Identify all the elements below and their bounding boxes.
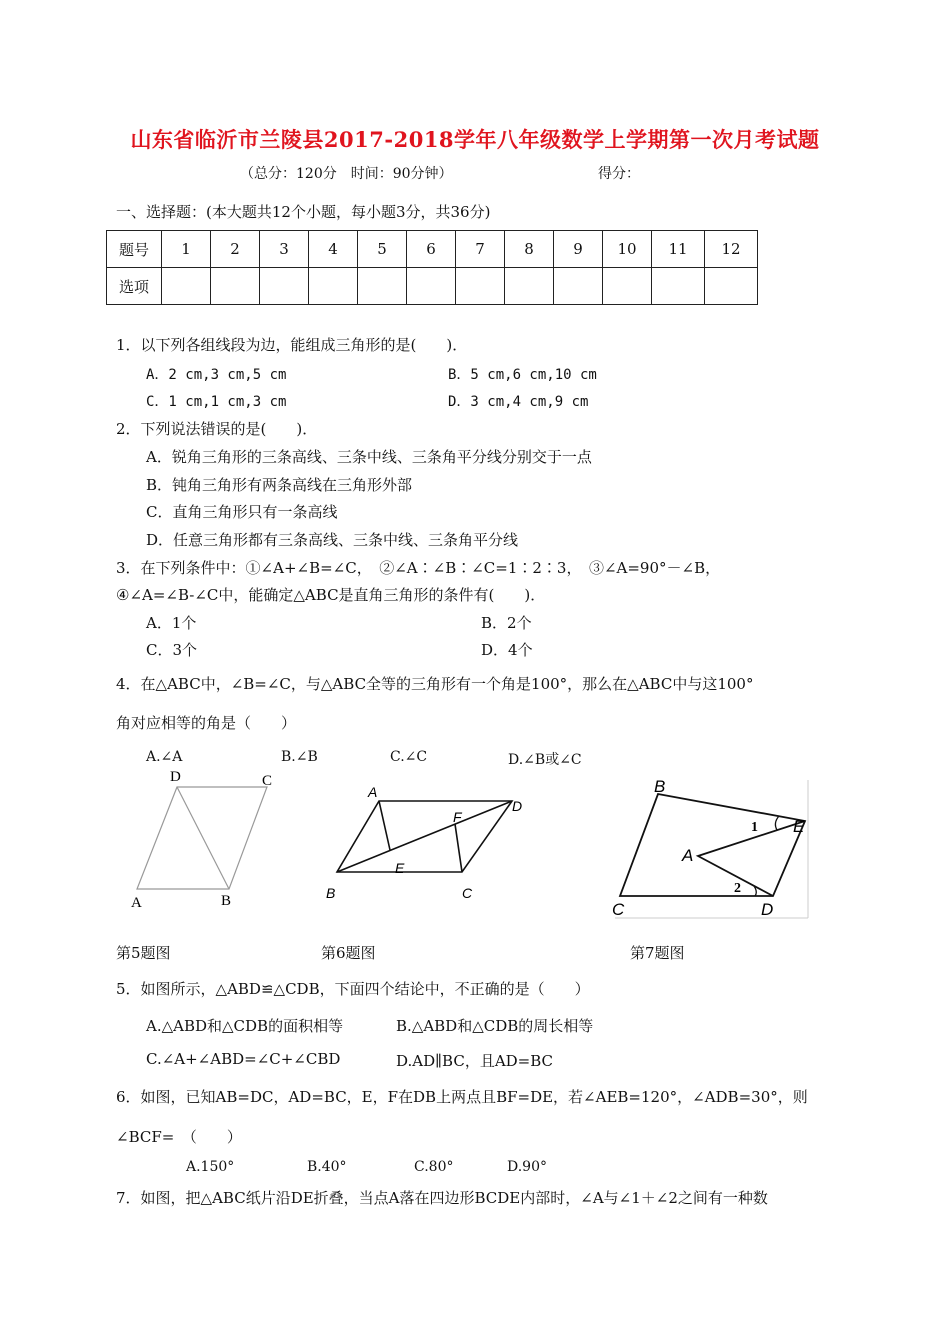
point-e-label: E [793, 817, 805, 836]
table-number-cell: 12 [705, 231, 758, 268]
question-3-option-a: A．1个 [146, 614, 197, 632]
question-1-option-a: A．2 cm,3 cm,5 cm [146, 367, 287, 383]
question-3-stem-line1: 3．在下列条件中：①∠A+∠B=∠C， ②∠A∶∠B∶∠C=1∶2∶3， ③∠A=90°－∠B， [116, 559, 721, 577]
question-1-option-d: D．3 cm,4 cm,9 cm [448, 394, 589, 410]
section-heading-choice: 一、选择题：(本大题共12个小题，每小题3分，共36分) [116, 203, 491, 221]
answer-table-header-row [107, 231, 758, 268]
table-number-cell: 2 [211, 231, 260, 268]
answer-cell[interactable] [456, 268, 505, 305]
question-5-option-b: B.△ABD和△CDB的周长相等 [396, 1017, 594, 1035]
figure-5-caption: 第5题图 [116, 944, 171, 962]
figure-7-caption: 第7题图 [630, 944, 685, 962]
answer-cell[interactable] [211, 268, 260, 305]
question-6-option-d: D.90° [507, 1159, 547, 1175]
table-number-cell: 4 [309, 231, 358, 268]
question-4-option-b: B.∠B [281, 749, 318, 765]
question-4-stem-line2: 角对应相等的角是（ ） [116, 714, 297, 732]
question-4-stem-line1: 4．在△ABC中，∠B=∠C，与△ABC全等的三角形有一个角是100°，那么在△ABC中与这100° [116, 675, 754, 693]
table-header-label: 题号 [107, 231, 162, 268]
table-row-label: 选项 [107, 268, 162, 305]
table-number-cell: 6 [407, 231, 456, 268]
point-c-label: C [462, 885, 473, 901]
point-a-label: A [131, 895, 142, 911]
question-5-option-a: A.△ABD和△CDB的面积相等 [146, 1017, 344, 1035]
score-label: 得分： [598, 166, 640, 182]
point-d-label: D [170, 769, 181, 785]
point-c-label: C [612, 900, 625, 919]
angle-2-label: 2 [734, 881, 741, 896]
question-2-option-d: D．任意三角形都有三条高线、三条中线、三条角平分线 [146, 531, 519, 549]
point-c-label: C [262, 773, 273, 789]
question-5-stem: 5．如图所示，△ABD≌△CDB，下面四个结论中，不正确的是（ ） [116, 980, 590, 998]
table-number-cell: 11 [652, 231, 705, 268]
figure-7 [605, 772, 820, 922]
point-e-label: E [395, 860, 405, 876]
question-6-stem-line1: 6．如图，已知AB=DC，AD=BC，E，F在DB上两点且BF=DE，若∠AEB=120°，∠ADB=30°，则 [116, 1088, 808, 1106]
answer-cell[interactable] [309, 268, 358, 305]
question-2-stem: 2．下列说法错误的是( )． [116, 420, 318, 438]
question-4-option-d: D.∠B或∠C [508, 752, 582, 768]
point-a-label: A [682, 846, 694, 865]
diagonal-bd [337, 801, 512, 872]
table-number-cell: 10 [603, 231, 652, 268]
answer-cell[interactable] [505, 268, 554, 305]
figure-6 [320, 782, 540, 907]
table-number-cell: 9 [554, 231, 603, 268]
question-6-stem-line2: ∠BCF= （ ） [116, 1128, 242, 1146]
answer-cell[interactable] [358, 268, 407, 305]
segment-cf [455, 824, 462, 872]
diagonal-db [177, 787, 229, 889]
question-2-option-b: B．钝角三角形有两条高线在三角形外部 [146, 476, 413, 494]
question-3-option-c: C．3个 [146, 641, 198, 659]
table-number-cell: 7 [456, 231, 505, 268]
question-6-option-a: A.150° [186, 1159, 235, 1175]
question-3-option-b: B．2个 [481, 614, 532, 632]
point-f-label: F [453, 809, 462, 825]
point-a-label: A [368, 784, 378, 800]
angle-1-label: 1 [751, 820, 758, 835]
table-number-cell: 1 [162, 231, 211, 268]
question-7-stem: 7．如图，把△ABC纸片沿DE折叠，当点A落在四边形BCDE内部时，∠A与∠1＋∠2之间有一种数 [116, 1189, 768, 1207]
question-6-option-b: B.40° [307, 1159, 347, 1175]
parallelogram-abcd [137, 787, 267, 889]
point-d-label: D [512, 798, 523, 814]
question-1-option-b: B．5 cm,6 cm,10 cm [448, 367, 597, 383]
exam-total-time: （总分：120分 时间：90分钟） [240, 166, 453, 182]
question-1-option-c: C．1 cm,1 cm,3 cm [146, 394, 287, 410]
question-6-option-c: C.80° [414, 1159, 454, 1175]
question-5-option-d: D.AD∥BC，且AD=BC [396, 1052, 554, 1070]
figure-5 [120, 765, 290, 915]
question-3-stem-line2: ④∠A=∠B-∠C中，能确定△ABC是直角三角形的条件有( )． [116, 586, 546, 604]
question-1-stem: 1．以下列各组线段为边，能组成三角形的是( )． [116, 336, 468, 354]
answer-cell[interactable] [652, 268, 705, 305]
figure-6-caption: 第6题图 [321, 944, 376, 962]
point-b-label: B [654, 777, 666, 796]
answer-table-answer-row [107, 268, 758, 305]
answer-cell[interactable] [554, 268, 603, 305]
question-5-option-c: C.∠A+∠ABD=∠C+∠CBD [146, 1050, 341, 1068]
point-d-label: D [761, 900, 774, 919]
answer-cell[interactable] [705, 268, 758, 305]
answer-cell[interactable] [603, 268, 652, 305]
answer-cell[interactable] [162, 268, 211, 305]
question-4-option-a: A.∠A [146, 749, 183, 765]
question-4-option-c: C.∠C [390, 749, 428, 765]
answer-cell[interactable] [407, 268, 456, 305]
table-number-cell: 5 [358, 231, 407, 268]
answer-cell[interactable] [260, 268, 309, 305]
question-3-option-d: D．4个 [481, 641, 533, 659]
angle-1-arc [775, 816, 779, 830]
question-2-option-a: A．锐角三角形的三条高线、三条中线、三条角平分线分别交于一点 [146, 448, 592, 466]
point-b-label: B [221, 893, 232, 909]
page-title: 山东省临沂市兰陵县2017-2018学年八年级数学上学期第一次月考试题 [130, 127, 820, 152]
quadrilateral-bcde [620, 794, 805, 896]
table-number-cell: 8 [505, 231, 554, 268]
question-2-option-c: C．直角三角形只有一条高线 [146, 503, 338, 521]
table-number-cell: 3 [260, 231, 309, 268]
point-b-label: B [326, 885, 336, 901]
segment-ae [379, 801, 390, 850]
answer-table [106, 230, 758, 305]
